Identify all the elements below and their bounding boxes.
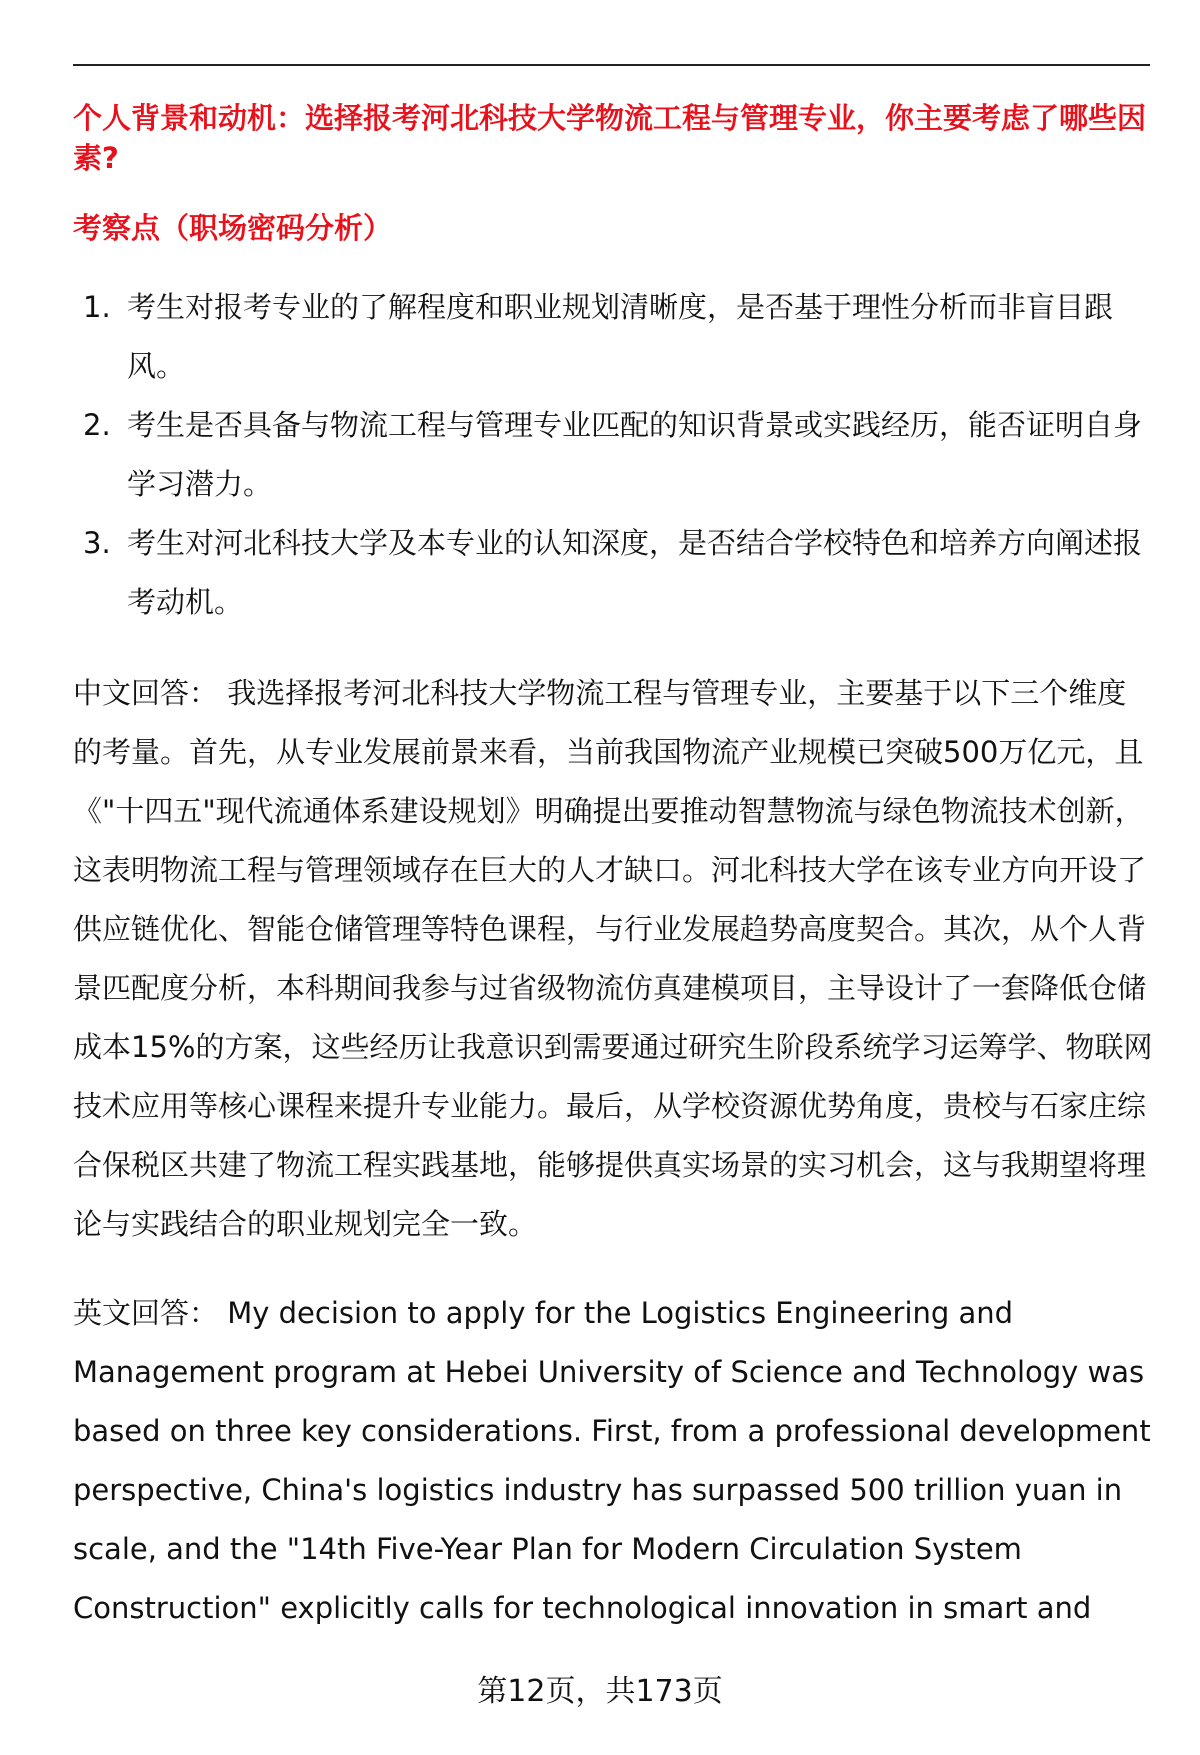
list-number: 1.: [83, 290, 111, 324]
question-title: 个人背景和动机：选择报考河北科技大学物流工程与管理专业，你主要考虑了哪些因素?: [73, 101, 1147, 175]
list-item: [73, 278, 1150, 396]
analysis-heading: 考察点（职场密码分析）: [73, 211, 393, 245]
list-item: [73, 396, 1150, 514]
list-text: 考生对河北科技大学及本专业的认知深度，是否结合学校特色和培养方向阐述报考动机。: [127, 526, 1143, 619]
english-answer: 英文回答： My decision to apply for the Logistics Engineering and Management program at Hebei University of Science and Technology was based on three key considerations. First, from a professional development perspective, China's logistics industry has surpassed 500 trillion yuan in scale, and the "14th Five-Year Plan for Modern Circulation System Construction" explicitly calls for technological innovation in smart and: [73, 1296, 1151, 1625]
list-text: 考生对报考专业的了解程度和职业规划清晰度，是否基于理性分析而非盲目跟风。: [127, 290, 1114, 383]
list-number: 3.: [83, 526, 111, 560]
list-text: 考生是否具备与物流工程与管理专业匹配的知识背景或实践经历，能否证明自身学习潜力。: [127, 408, 1143, 501]
list-item: [73, 514, 1150, 632]
page-number: 第12页，共173页: [477, 1674, 723, 1709]
chinese-answer: 中文回答： 我选择报考河北科技大学物流工程与管理专业，主要基于以下三个维度的考量。首先，从专业发展前景来看，当前我国物流产业规模已突破500万亿元，且《"十四五"现代流通体系建设规划》明确提出要推动智慧物流与绿色物流技术创新，这表明物流工程与管理领域存在巨大的人才缺口。河北科技大学在该专业方向开设了供应链优化、智能仓储管理等特色课程，与行业发展趋势高度契合。其次，从个人背景匹配度分析，本科期间我参与过省级物流仿真建模项目，主导设计了一套降低仓储成本15%的方案，这些经历让我意识到需要通过研究生阶段系统学习运筹学、物联网技术应用等核心课程来提升专业能力。最后，从学校资源优势角度，贵校与石家庄综合保税区共建了物流工程实践基地，能够提供真实场景的实习机会，这与我期望将理论与实践结合的职业规划完全一致。: [73, 676, 1153, 1241]
analysis-list: [73, 278, 1150, 632]
list-number: 2.: [83, 408, 111, 442]
header-divider: [73, 64, 1150, 66]
